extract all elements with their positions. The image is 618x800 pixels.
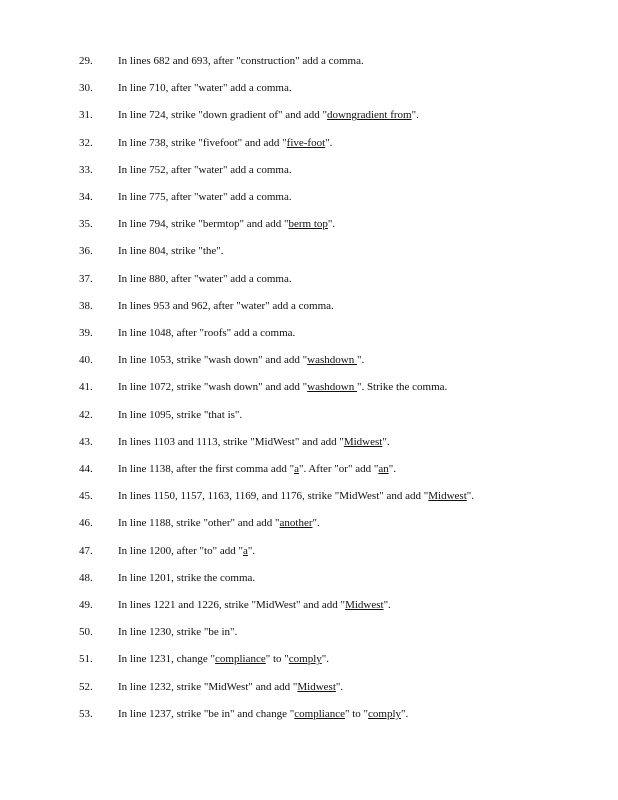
inserted-text: Midwest (345, 599, 384, 611)
text-segment: ". (388, 463, 396, 475)
item-number: 31. (79, 109, 93, 122)
amendment-item (0, 323, 618, 343)
text-segment: In line 1053, strike "wash down" and add " (118, 354, 308, 367)
item-number: 39. (79, 327, 93, 339)
item-number: 48. (79, 571, 93, 584)
item-number: 51. (79, 653, 93, 666)
inserted-text: a (242, 544, 248, 557)
amendment-item (0, 704, 618, 724)
amendment-item (0, 677, 618, 697)
amendment-item (0, 377, 618, 397)
inserted-text: compliance (294, 707, 345, 720)
inserted-text: comply (288, 653, 322, 666)
text-segment: In line 1200, after "to" add " (118, 544, 243, 557)
amendment-item (0, 214, 618, 234)
text-segment: ". (321, 653, 330, 666)
item-text (118, 541, 255, 561)
amendment-item (0, 622, 618, 642)
text-segment: In lines 1150, 1157, 1163, 1169, and 1176, strike "MidWest" and add " (118, 490, 429, 503)
text-segment: In line 752, after "water" add a comma. (118, 163, 292, 176)
text-segment: In lines 682 and 693, after "construction" add a comma. (118, 55, 364, 67)
item-number: 32. (79, 136, 93, 149)
text-segment: ". (466, 490, 475, 503)
inserted-text: Midwest (428, 490, 467, 503)
inserted-text: washdown (307, 354, 357, 367)
item-text (118, 323, 295, 343)
item-number: 43. (79, 435, 93, 448)
item-text (118, 677, 343, 697)
text-segment: ". (356, 354, 365, 367)
text-segment: ". (401, 707, 409, 720)
item-number: 45. (79, 490, 93, 503)
item-text (118, 296, 334, 316)
item-number: 38. (79, 299, 93, 312)
item-number: 40. (79, 354, 93, 367)
amendment-item (0, 432, 618, 452)
amendment-item (0, 133, 618, 153)
inserted-text: a (294, 463, 299, 475)
item-text (118, 486, 474, 506)
inserted-text: five-foot (286, 136, 326, 149)
item-number: 33. (79, 163, 93, 176)
amendment-item (0, 541, 618, 561)
item-number: 44. (79, 463, 93, 475)
amendment-item (0, 649, 618, 669)
amendment-item (0, 241, 618, 261)
text-segment: ". (382, 435, 390, 448)
amendment-item (0, 78, 618, 98)
text-segment: In line 1048, after "roofs" add a comma. (118, 327, 296, 339)
text-segment: ". (327, 218, 336, 231)
amendment-item (0, 269, 618, 289)
item-text (118, 377, 447, 397)
item-number: 50. (79, 626, 93, 639)
amendment-item (0, 486, 618, 506)
item-number: 34. (79, 191, 93, 203)
text-segment: In lines 953 and 962, after "water" add a comma. (118, 299, 334, 312)
item-text (118, 513, 320, 533)
text-segment: In line 1072, strike "wash down" and add " (118, 381, 308, 394)
text-segment: In line 1201, strike the comma. (118, 571, 256, 584)
text-segment: In line 1138, after the first comma add " (118, 463, 295, 475)
item-number: 35. (79, 218, 93, 231)
item-number: 47. (79, 544, 93, 557)
item-number: 41. (79, 381, 93, 394)
text-segment: In line 724, strike "down gradient of" and add " (118, 109, 327, 122)
text-segment: ". Strike the comma. (356, 381, 448, 394)
text-segment: ". (383, 599, 391, 611)
item-text (118, 187, 292, 207)
item-number: 29. (79, 55, 93, 67)
text-segment: In line 1237, strike "be in" and change " (118, 707, 295, 720)
text-segment: ". (411, 109, 419, 122)
text-segment: ". (325, 136, 333, 149)
item-number: 46. (79, 517, 93, 530)
amendment-item (0, 105, 618, 125)
inserted-text: another (279, 517, 313, 530)
item-number: 53. (79, 707, 93, 720)
item-text (118, 350, 364, 370)
item-text (118, 595, 391, 615)
item-text (118, 405, 242, 425)
text-segment: ". After "or" add " (298, 463, 379, 475)
text-segment: In line 1232, strike "MidWest" and add " (118, 680, 298, 693)
item-text (118, 78, 292, 98)
inserted-text: Midwest (297, 680, 336, 693)
amendment-item (0, 51, 618, 71)
item-text (118, 649, 329, 669)
item-number: 36. (79, 245, 93, 258)
amendment-item (0, 350, 618, 370)
inserted-text: Midwest (343, 435, 383, 448)
text-segment: In line 1188, strike "other" and add " (118, 517, 280, 530)
text-segment: " to " (265, 653, 289, 666)
amendment-item (0, 296, 618, 316)
item-number: 49. (79, 599, 93, 611)
inserted-text: an (378, 463, 389, 475)
item-number: 37. (79, 272, 93, 285)
inserted-text: berm top (288, 218, 328, 231)
item-text (118, 214, 335, 234)
item-text (118, 105, 419, 125)
inserted-text: comply (368, 707, 402, 720)
text-segment: ". (312, 517, 320, 530)
amendment-item (0, 160, 618, 180)
text-segment: In lines 1221 and 1226, strike "MidWest" and add " (118, 599, 346, 611)
amendment-item (0, 513, 618, 533)
text-segment: In line 1095, strike "that is". (118, 408, 243, 421)
inserted-text: downgradient from (326, 109, 412, 122)
item-number: 30. (79, 82, 93, 95)
text-segment: In line 794, strike "bermtop" and add " (118, 218, 289, 231)
inserted-text: compliance (215, 653, 266, 666)
text-segment: In line 775, after "water" add a comma. (118, 191, 292, 203)
text-segment: ". (247, 544, 256, 557)
text-segment: In line 738, strike "fivefoot" and add " (118, 136, 287, 149)
item-text (118, 160, 292, 180)
amendment-item (0, 568, 618, 588)
text-segment: ". (335, 680, 344, 693)
text-segment: In line 880, after "water" add a comma. (118, 272, 292, 285)
inserted-text: washdown (307, 381, 357, 394)
text-segment: In lines 1103 and 1113, strike "MidWest" and add " (118, 435, 344, 448)
item-text (118, 51, 364, 71)
item-text (118, 269, 292, 289)
item-text (118, 133, 332, 153)
amendment-item (0, 187, 618, 207)
text-segment: In line 710, after "water" add a comma. (118, 82, 292, 95)
item-text (118, 568, 255, 588)
item-number: 42. (79, 408, 93, 421)
item-text (118, 704, 408, 724)
text-segment: In line 804, strike "the". (118, 245, 224, 258)
item-text (118, 459, 396, 479)
text-segment: " to " (345, 707, 369, 720)
item-text (118, 241, 224, 261)
item-number: 52. (79, 680, 93, 693)
amendment-item (0, 459, 618, 479)
amendment-item (0, 405, 618, 425)
text-segment: In line 1230, strike "be in". (118, 626, 238, 639)
item-text (118, 432, 390, 452)
item-text (118, 622, 237, 642)
text-segment: In line 1231, change " (118, 653, 216, 666)
amendment-item (0, 595, 618, 615)
